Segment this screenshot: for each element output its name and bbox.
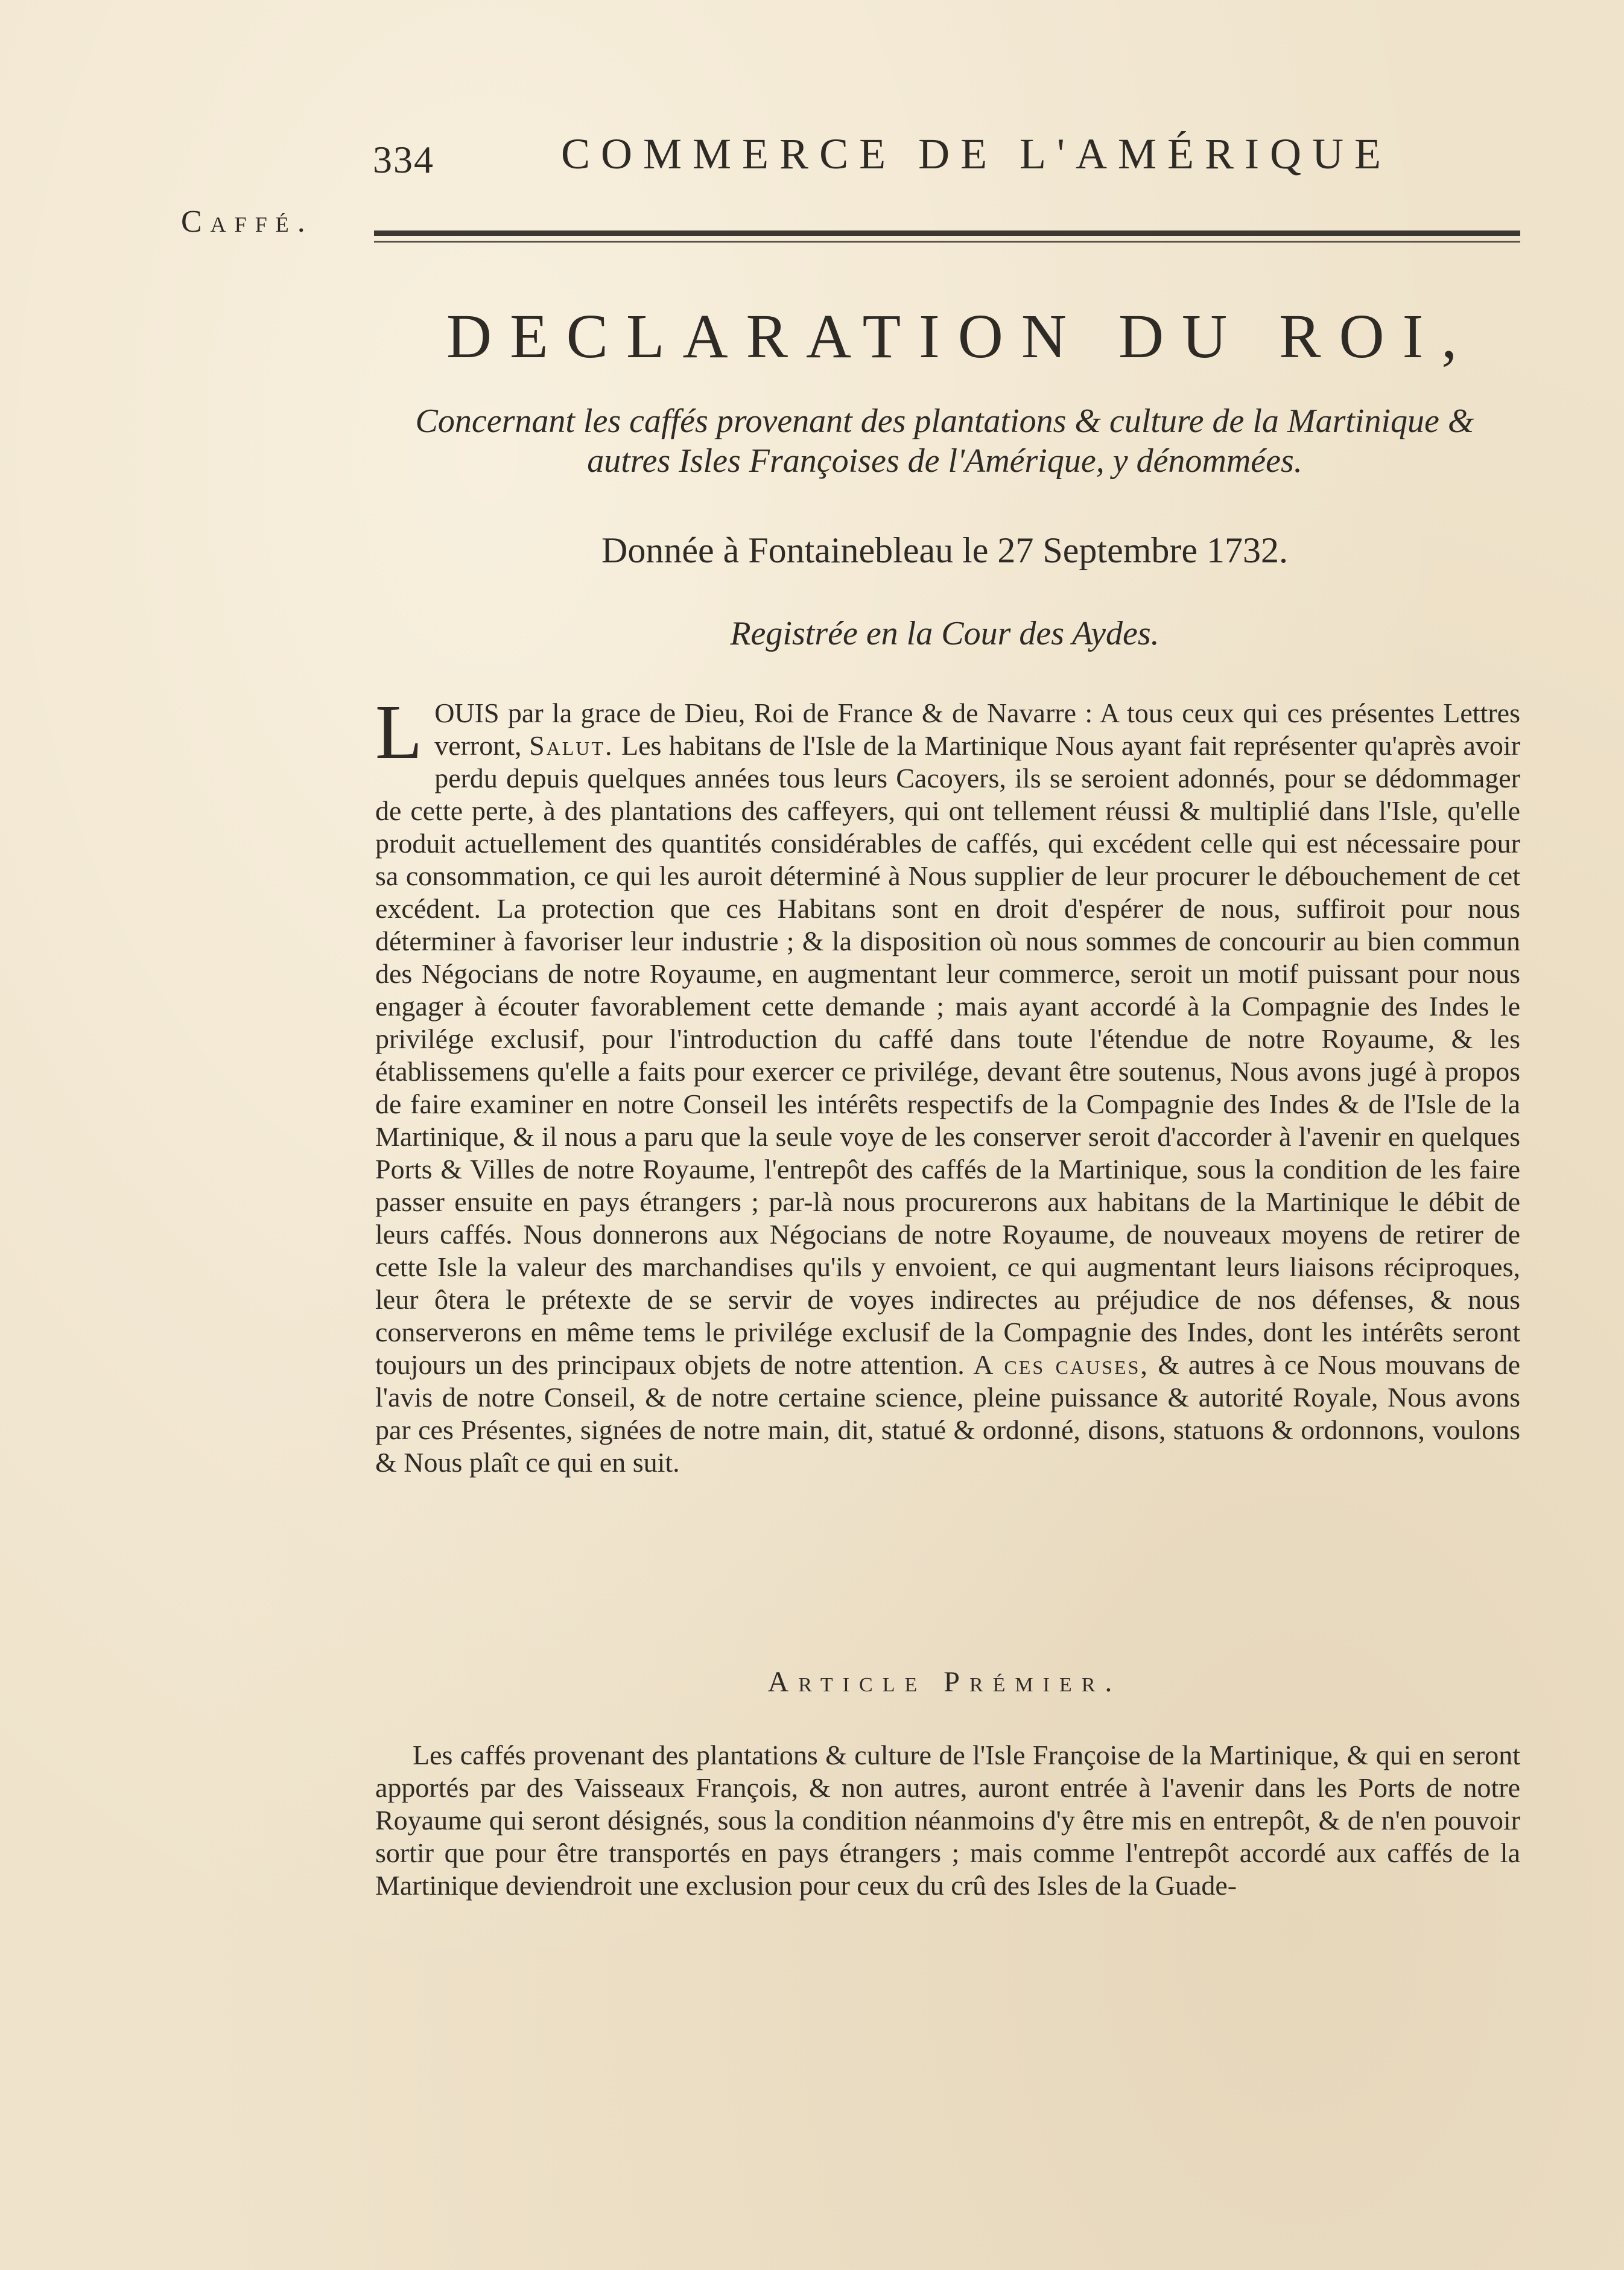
running-title: COMMERCE DE L'AMÉRIQUE (561, 130, 1392, 178)
article-text: Les caffés provenant des plantations & culture de l'Isle Françoise de la Martinique, & qui en seront apportés par des Vaisseaux François, & non autres, auront entrée à l'avenir dans les Ports de notre Royaume qui seront désignés, sous la condition néanmoins d'y être mis en entrepôt, & de n'en pouvoir sortir que pour être transportés en pays étrangers ; mais comme l'entrepôt accordé aux caffés de la Martinique deviendroit une exclusion pour ceux du crû des Isles de la Guade- (375, 1740, 1520, 1901)
drop-cap: L (375, 689, 423, 775)
preamble-opening: OUIS par la grace de Dieu, Roi de France & de Navarre : A tous ceux qui ces présentes Lettres verront, (434, 698, 1520, 761)
preamble-text (375, 689, 1521, 1479)
document-title: DECLARATION DU ROI, (446, 302, 1476, 371)
document-subtitle: Concernant les caffés provenant des plantations & culture de la Martinique & autres Isles Françoises de l'Amérique, y dénommées. (415, 402, 1474, 480)
page-number: 334 (373, 138, 434, 181)
header-rule (374, 230, 1520, 243)
article-heading: Article Prémier. (767, 1666, 1122, 1698)
preamble-closing: & autres à ce Nous mouvans de l'avis de notre Conseil, & de notre certaine science, pleine puissance & autorité Royale, Nous avons par ces Présentes, signées de notre main, dit, statué & ordonné, disons, statuons & ordonnons, voulons & Nous plaît ce qui en suit. (375, 1349, 1521, 1478)
salut: Salut. (529, 730, 614, 761)
margin-note: Caffé. (181, 205, 314, 239)
preamble-body: Les habitans de l'Isle de la Martinique Nous ayant fait représenter qu'après avoir perdu depuis quelques années tous leurs Cacoyers, ils se seroient adonnés, pour se dédommager de cette perte, à des plantations des caffeyers, qui ont tellement réussi & multiplié dans l'Isle, qu'elle produit actuellement des quantités considérables de caffés, qui excédent celle qui est nécessaire pour sa consommation, ce qui les auroit déterminé à Nous supplier de leur procurer le débouchement de cet excédent. La protection que ces Habitans sont en droit d'espérer de nous, suffiroit pour nous déterminer à favoriser leur industrie ; & la disposition où nous sommes de concourir au bien commun des Négocians de notre Royaume, en augmentant leur commerce, seroit un motif puissant pour nous engager à écouter favorablement cette demande ; mais ayant accordé à la Compagnie des Indes le privilége exclusif, pour l'introduction du caffé dans toute l'étendue de notre Royaume, & les établissemens qu'elle a faits pour exercer ce privilége, devant être soutenus, Nous avons jugé à propos de faire examiner en notre Conseil les intérêts respectifs de la Compagnie des Indes & de l'Isle de la Martinique, & il nous a paru que la seule voye de les conserver seroit d'accorder à l'avenir en quelques Ports & Villes de notre Royaume, l'entrepôt des caffés de la Martinique, sous la condition de les faire passer ensuite en pays étrangers ; par-là nous procurerons aux habitans de la Martinique le débit de leurs caffés. Nous donnerons aux Négocians de notre Royaume, de nouveaux moyens de retirer de cette Isle la valeur des marchandises qu'ils y envoient, ce qui augmentant leurs liaisons réciproques, leur ôtera le prétexte de se servir de voyes indirectes au préjudice de nos défenses, & nous conserverons en même tems le privilége exclusif de la Compagnie des Indes, dont les intérêts seront toujours un des principaux objets de notre attention. (375, 730, 1521, 1380)
causes-phrase: A ces causes, (973, 1349, 1149, 1380)
registration-line: Registrée en la Cour des Aydes. (730, 615, 1159, 652)
date-line: Donnée à Fontainebleau le 27 Septembre 1732. (601, 530, 1288, 570)
